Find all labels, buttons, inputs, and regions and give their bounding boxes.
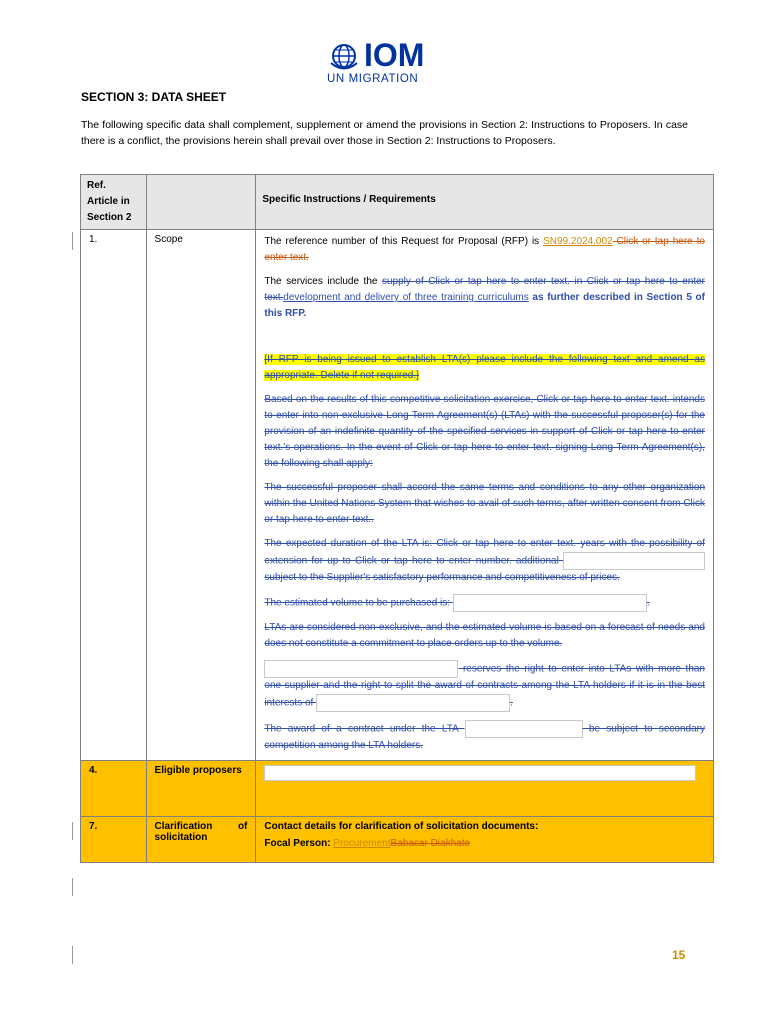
deleted-placeholder: Click or tap here to enter text. [264,236,705,263]
contact-heading: Contact details for clarification of solicitation documents: [264,821,539,832]
row-num: 1. [81,230,147,761]
row-content [256,761,714,817]
header-spec: Specific Instructions / Requirements [256,175,714,230]
rfp-reference-paragraph [264,234,705,266]
un-emblem-icon [327,41,361,73]
lta-paragraph: Based on the results of this competitive solicitation exercise, Click or tap here to enter text. intends to enter into non-exclusive Long Term Agreement(s) (LTAs) with the successful proposer(s) for the provision of an indefinite quantity of the specified services in support of Click or tap here to enter text.'s operations. In the event of Click or tap here to enter text. signing Long Term Agreement(s), the following shall apply: [264,394,705,469]
row-num: 4. [81,761,147,817]
data-sheet-table [80,174,714,863]
text-run: Focal Person: [264,838,334,849]
lta-volume-paragraph [264,594,705,612]
inserted-text: development and delivery of three training curriculums [283,292,529,303]
deleted-text: Babacar Diakhate [390,838,471,849]
text-run: . [646,597,650,609]
lta-rights-paragraph [264,660,705,712]
focal-person-line [264,838,705,849]
change-bar [72,232,73,250]
iom-logo [327,37,447,87]
row-title-line [155,821,248,832]
text-run: The estimated volume to be purchased is: [264,597,453,609]
text-run: Clarification [154,821,213,832]
highlighted-instruction: [If RFP is being issued to establish LTA(s) please include the following text and amend as appropriate. Delete if not required.] [264,354,705,381]
change-bar [72,878,73,896]
text-run: as further described in Section 5 of this RFP. [264,292,705,319]
lta-paragraph: LTAs are considered non-exclusive, and the estimated volume is based on a forecast of needs and does not constitute a commitment to place orders up to the volume. [264,622,705,649]
eligible-proposers-field[interactable] [264,765,696,781]
row-content [256,230,714,761]
row-title [146,817,256,863]
text-run: The reference number of this Request for Proposal (RFP) is [264,236,544,247]
text-run: The expected duration of the LTA is: Click or tap here to enter text. years with the possibility of extension for up to Click or tap here to enter number. additional [264,538,705,567]
inserted-text: Procurement [333,838,391,849]
header-ref-line: Section 2 [87,212,132,223]
text-run: be subject to secondary competition among the LTA holders. [264,723,705,751]
text-run: of [237,821,248,832]
table-row [81,761,714,817]
text-run: . [510,697,513,709]
row-content [256,817,714,863]
rfp-reference-number[interactable]: SN99.2024.002 [543,236,613,247]
form-field[interactable] [453,594,647,612]
logo-iom-text: IOM [364,37,425,73]
change-bar [72,822,73,840]
form-field[interactable] [465,720,583,738]
lta-award-paragraph [264,720,705,754]
text-run: The services include the [264,276,382,287]
row-title: Eligible proposers [146,761,256,817]
lta-instruction [264,352,705,384]
intro-paragraph: The following specific data shall complement, supplement or amend the provisions in Section 2: Instructions to Proposers. In case there is a conflict, the provisions herein shall prevail over those in Section 2: Instructions to Proposers. [81,119,688,147]
text-run: solicitation [154,832,208,843]
form-field[interactable] [264,660,458,678]
header-ref-line: Article in [87,196,130,207]
deleted-text: supply of Click or tap here to enter text. in Click or tap here to enter text. [264,276,705,303]
services-paragraph [264,274,705,322]
table-row [81,230,714,761]
header-blank [146,175,256,230]
logo-subtext: UN MIGRATION [327,73,419,85]
text-run: The award of a contract under the LTA [264,723,465,735]
lta-duration-paragraph [264,536,705,586]
section-title: SECTION 3: DATA SHEET [81,90,227,104]
form-field[interactable] [316,694,510,712]
form-field[interactable] [563,552,705,570]
page-number: 15 [672,948,686,962]
change-bar [72,946,73,964]
header-ref-line: Ref. [87,180,106,191]
text-run: subject to the Supplier's satisfactory performance and competitiveness of prices. [264,572,620,583]
table-row [81,817,714,863]
row-num: 7. [81,817,147,863]
table-header-row [81,175,714,230]
row-title: Scope [146,230,256,761]
header-ref [81,175,147,230]
lta-paragraph: The successful proposer shall accord the same terms and conditions to any other organization within the United Nations System that wishes to avail of such terms, after written consent from Click or tap here to enter text.. [264,482,705,525]
text-run: reserves the right to enter into LTAs with more than one supplier and the right to split the award of contracts among the LTA holders if it is in the best interests of [264,663,705,709]
